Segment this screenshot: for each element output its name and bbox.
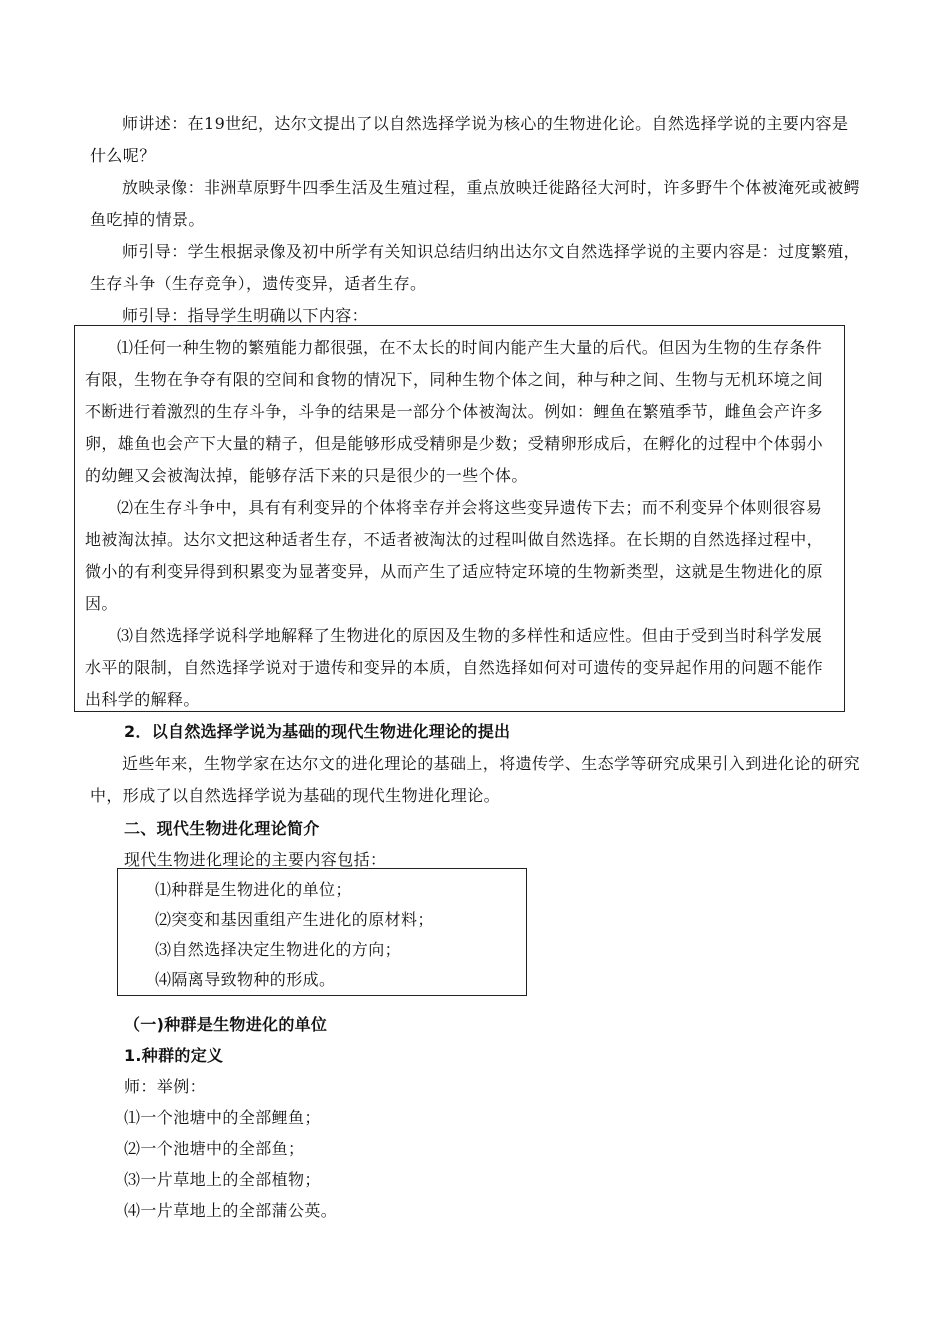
box-item-2: ⑵在生存斗争中，具有有利变异的个体将幸存并会将这些变异遗传下去；而不利变异个体则很容易地被淘汰掉。达尔文把这种适者生存，不适者被淘汰的过程叫做自然选择。在长期的自然选择过程中，微小的有利变异得到积累变为显著变异，从而产生了适应特定环境的生物新类型，这就是生物进化的原因。 [85,498,824,613]
list-item: ⑵突变和基因重组产生进化的原材料； [155,910,434,929]
paragraph-teacher-guide-2: 师引导：指导学生明确以下内容： [122,306,369,325]
paragraph-video-screening: 放映录像：非洲草原野牛四季生活及生殖过程，重点放映迁徙路径大河时，许多野牛个体被淹死或被鳄鱼吃掉的情景。 [90,178,861,229]
example-item: ⑴一个池塘中的全部鲤鱼； [124,1108,321,1127]
list-item: ⑴种群是生物进化的单位； [155,880,352,899]
paragraph-teacher-guide-1: 师引导：学生根据录像及初中所学有关知识总结归纳出达尔文自然选择学说的主要内容是：过度繁殖，生存斗争（生存竞争），遗传变异，适者生存。 [90,242,861,293]
subsection-heading-definition: 1.种群的定义 [124,1046,224,1065]
list-intro: 现代生物进化理论的主要内容包括： [124,850,387,869]
box-item-3: ⑶自然选择学说科学地解释了生物进化的原因及生物的多样性和适应性。但由于受到当时科学发展水平的限制，自然选择学说对于遗传和变异的本质，自然选择如何对可遗传的变异起作用的问题不能作出科学的解释。 [85,626,824,709]
main-content-list-box [117,868,527,996]
box-item-1: ⑴任何一种生物的繁殖能力都很强，在不太长的时间内能产生大量的后代。但因为生物的生存条件有限，生物在争夺有限的空间和食物的情况下，同种生物个体之间，种与种之间、生物与无机环境之间不断进行着激烈的生存斗争，斗争的结果是一部分个体被淘汰。例如：鲤鱼在繁殖季节，雌鱼会产许多卵，雄鱼也会产下大量的精子，但是能够形成受精卵是少数；受精卵形成后，在孵化的过程中个体弱小的幼鲤又会被淘汰掉，能够存活下来的只是很少的一些个体。 [85,338,824,485]
teacher-example-label: 师：举例： [124,1077,207,1096]
section-heading-modern-theory: 2．以自然选择学说为基础的现代生物进化理论的提出 [124,722,511,741]
list-item: ⑷隔离导致物种的形成。 [155,970,336,989]
example-item: ⑶一片草地上的全部植物； [124,1170,321,1189]
list-item: ⑶自然选择决定生物进化的方向； [155,940,402,959]
subsection-heading-population: （一)种群是生物进化的单位 [124,1015,328,1034]
paragraph-teacher-narration: 师讲述：在19世纪，达尔文提出了以自然选择学说为核心的生物进化论。自然选择学说的主要内容是什么呢？ [90,114,849,165]
part-heading-modern-theory-intro: 二、现代生物进化理论简介 [124,819,320,838]
natural-selection-content-box [74,325,845,712]
example-item: ⑵一个池塘中的全部鱼； [124,1139,305,1158]
example-item: ⑷一片草地上的全部蒲公英。 [124,1201,338,1220]
paragraph-modern-theory: 近些年来，生物学家在达尔文的进化理论的基础上，将遗传学、生态学等研究成果引入到进化论的研究中，形成了以自然选择学说为基础的现代生物进化理论。 [90,754,861,805]
